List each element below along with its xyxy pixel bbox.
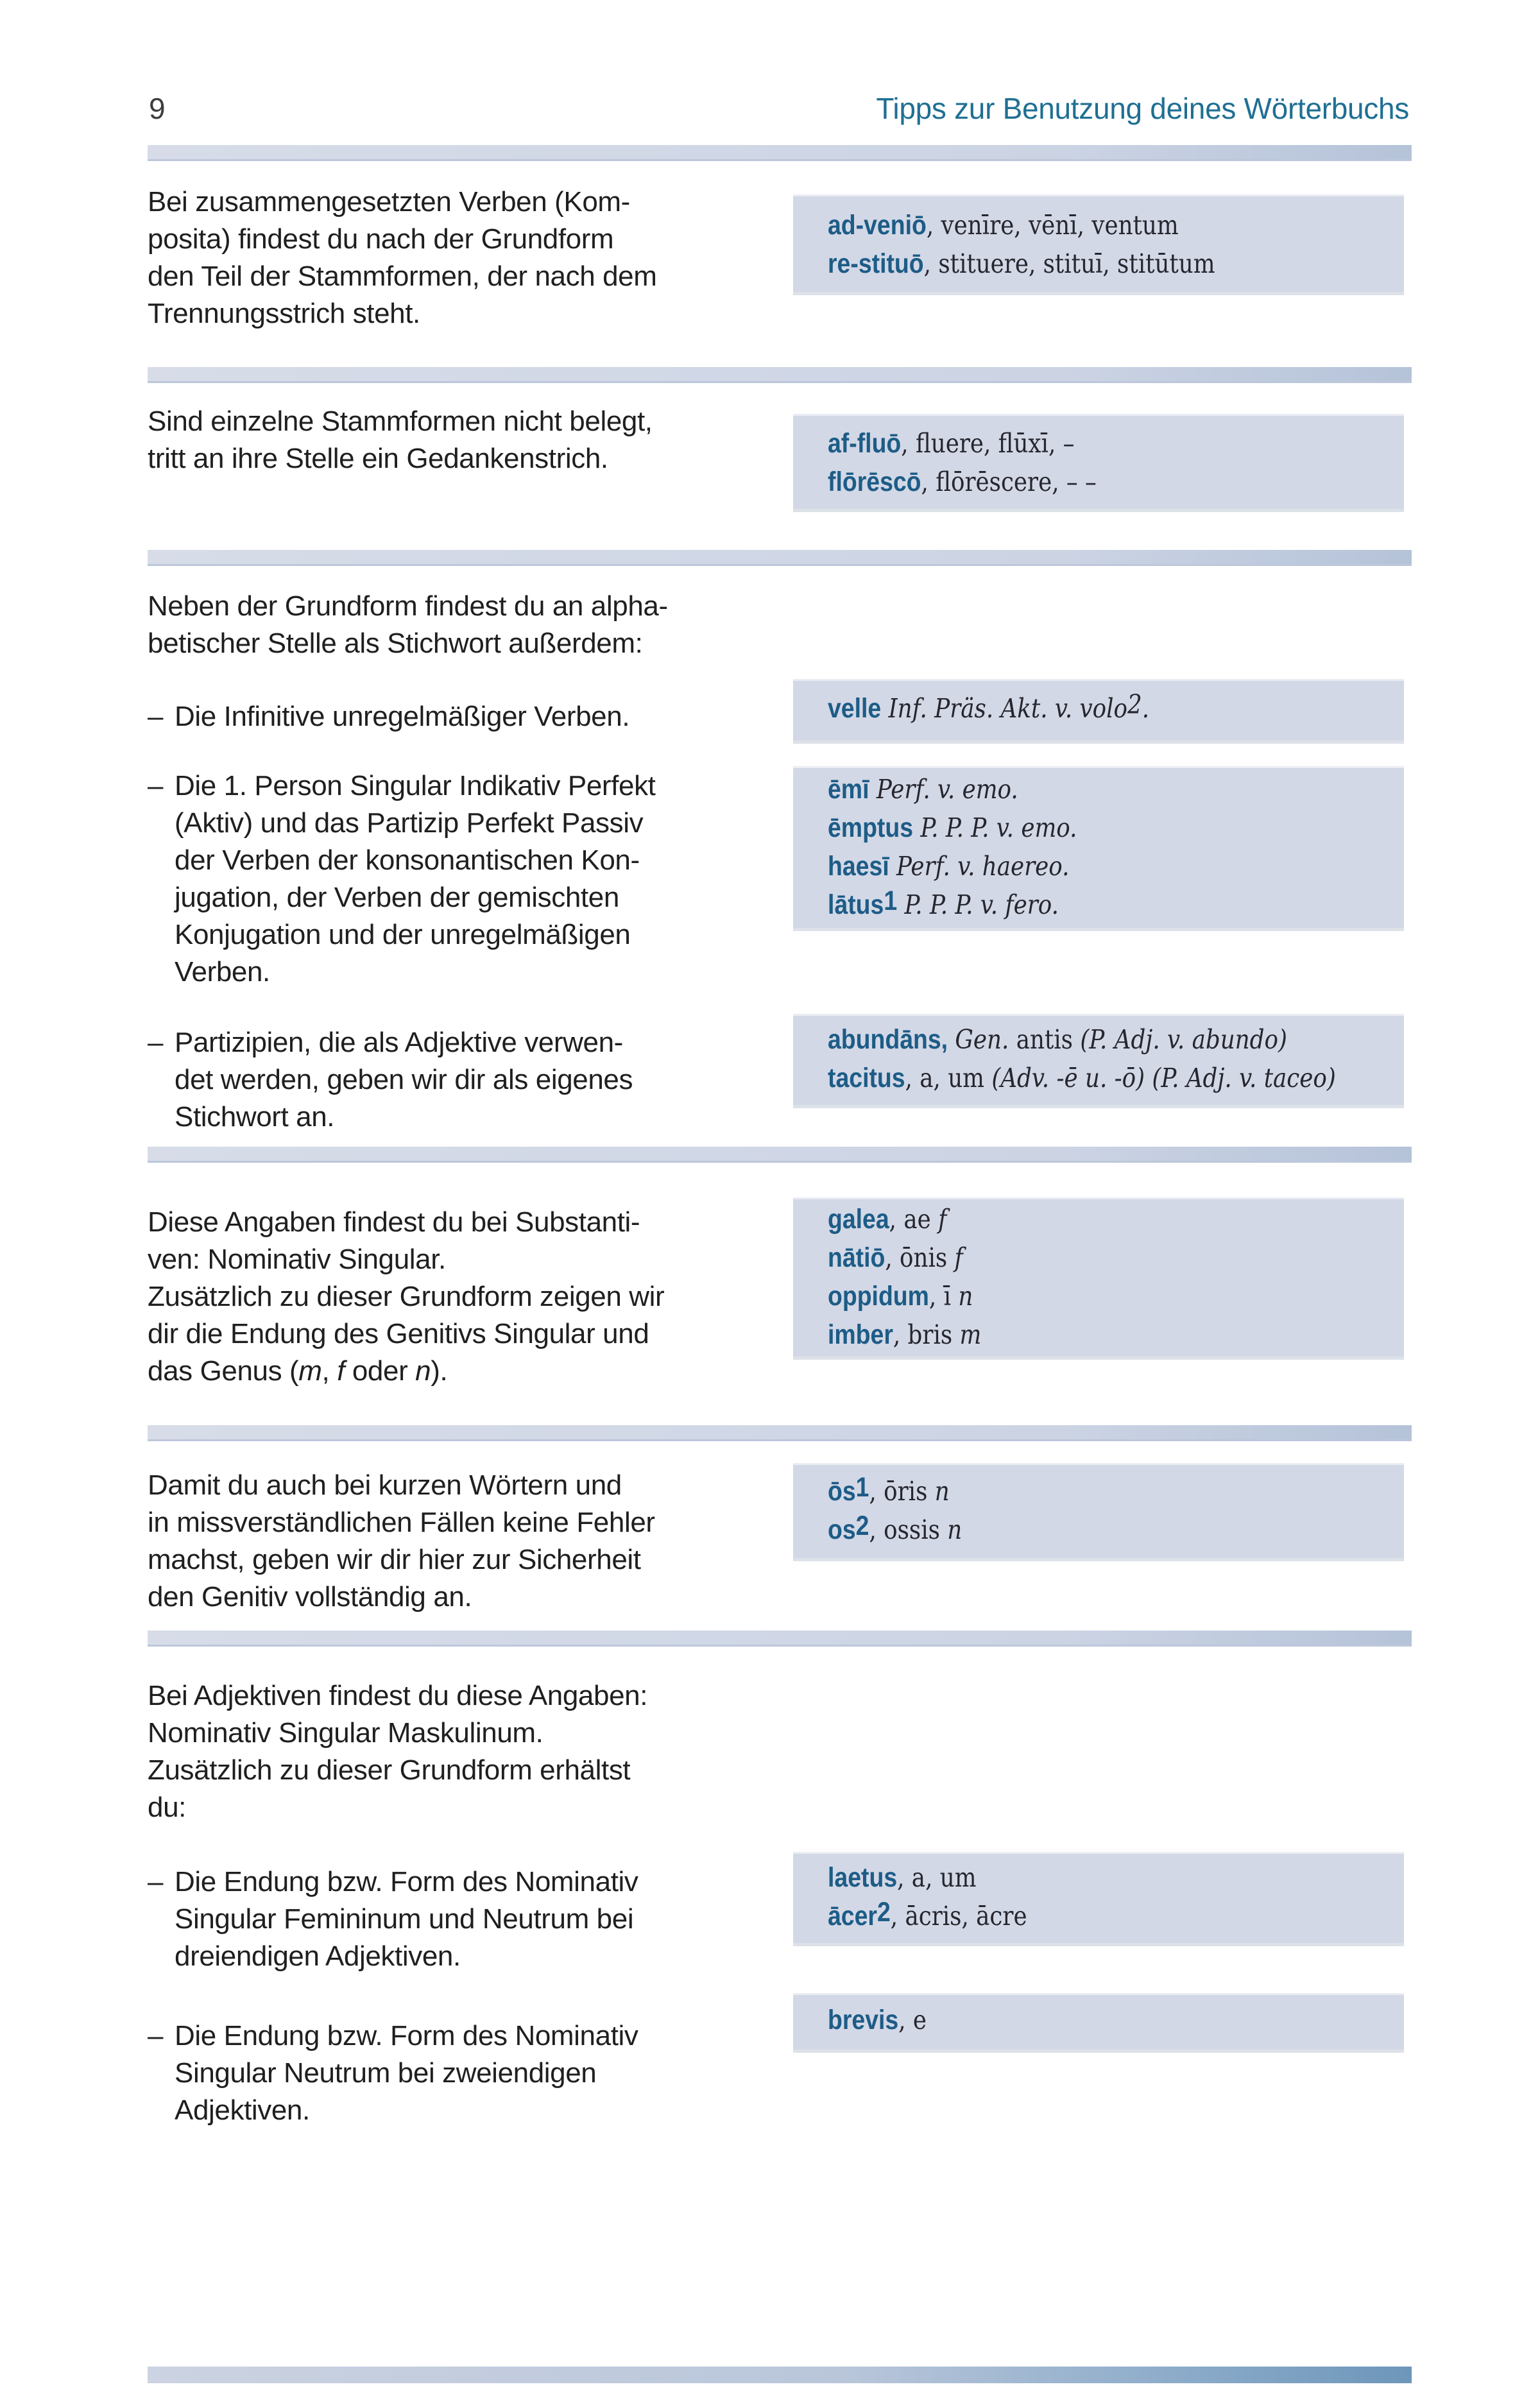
text-line xyxy=(148,1715,809,1752)
text-segment: (Aktiv) und das Partizip Perfekt Passiv xyxy=(175,807,644,839)
text-line xyxy=(148,1278,809,1315)
headword: velle xyxy=(828,693,882,724)
paragraph xyxy=(148,588,809,662)
example-box xyxy=(793,414,1404,509)
text-segment: f xyxy=(337,1355,345,1387)
headword: ōs xyxy=(828,1476,856,1507)
text-segment: Partizipien, die als Adjektive verwen- xyxy=(175,1027,623,1058)
text-line xyxy=(148,2017,835,2055)
text-segment: . xyxy=(1142,693,1150,724)
example-row xyxy=(828,1277,1404,1315)
text-segment: oder xyxy=(345,1355,416,1387)
example-row xyxy=(828,206,1404,244)
example-row xyxy=(828,809,1404,847)
bullet-dash: – xyxy=(148,701,164,732)
text-segment: Inf. Präs. Akt. v. volo xyxy=(888,693,1128,724)
paragraph xyxy=(148,1204,809,1390)
text-segment: dir die Endung des Genitivs Singular und xyxy=(148,1318,649,1349)
text-line xyxy=(148,767,835,805)
text-segment: ven: Nominativ Singular. xyxy=(148,1244,446,1275)
headword: ācer xyxy=(828,1901,877,1931)
bullet-item xyxy=(148,767,835,991)
example-row-text xyxy=(828,1511,962,1555)
text-segment: der Verben der konsonantischen Kon- xyxy=(175,844,640,876)
text-segment: , venīre, vēnī, ventum xyxy=(926,210,1179,241)
paragraph xyxy=(148,1677,809,1826)
text-line xyxy=(175,1061,835,1099)
paragraph xyxy=(148,1467,809,1616)
section-divider xyxy=(148,1425,1412,1441)
example-box xyxy=(793,1463,1404,1558)
text-line xyxy=(175,879,835,916)
example-row xyxy=(828,1472,1404,1511)
paragraph xyxy=(148,184,809,332)
example-row-text xyxy=(828,463,1097,508)
text-line xyxy=(175,2092,835,2129)
text-line xyxy=(148,698,835,735)
text-segment: Die 1. Person Singular Indikativ Perfekt xyxy=(175,770,656,801)
example-row-text xyxy=(828,244,1215,289)
text-segment: (P. Adj. v. taceo) xyxy=(1152,1063,1336,1093)
text-segment: (P. Adj. v. abundo) xyxy=(1080,1024,1287,1055)
bullet-item xyxy=(148,1024,835,1136)
text-segment: Die Endung bzw. Form des Nominativ xyxy=(175,1866,638,1897)
example-row xyxy=(828,1020,1404,1059)
text-segment: , e xyxy=(898,2005,927,2035)
header-rule xyxy=(148,145,1412,161)
bullet-dash: – xyxy=(148,770,164,801)
headword: tacitus xyxy=(828,1063,905,1093)
text-segment: , ōris xyxy=(869,1476,935,1507)
text-line xyxy=(148,1467,809,1504)
text-segment: Bei zusammengesetzten Verben (Kom- xyxy=(148,186,630,218)
text-line xyxy=(148,1241,809,1278)
headword: flōrēscō xyxy=(828,467,921,497)
text-segment: f xyxy=(938,1204,947,1235)
text-segment: Perf. v. haereo. xyxy=(896,851,1070,882)
text-segment: Singular Neutrum bei zweiendigen xyxy=(175,2057,597,2089)
bullet-item xyxy=(148,1863,835,1975)
example-box xyxy=(793,1852,1404,1943)
headword: 1 xyxy=(855,1471,869,1503)
example-row xyxy=(828,424,1404,463)
text-line xyxy=(148,184,809,221)
text-line xyxy=(175,1901,835,1938)
text-line xyxy=(175,805,835,842)
text-line xyxy=(148,1677,809,1715)
text-segment: Zusätzlich zu dieser Grundform zeigen wir xyxy=(148,1281,665,1312)
footer-rule xyxy=(148,2367,1412,2383)
text-segment: das Genus ( xyxy=(148,1355,299,1387)
headword: oppidum xyxy=(828,1281,929,1312)
text-segment: , stituere, stituī, stitūtum xyxy=(923,248,1215,279)
headword: nātiō xyxy=(828,1242,886,1273)
section-divider xyxy=(148,367,1412,383)
example-row-text xyxy=(828,2001,927,2046)
text-line xyxy=(148,1789,809,1826)
example-box xyxy=(793,1014,1404,1105)
text-line xyxy=(148,1863,835,1901)
text-segment: , ācris, ācre xyxy=(890,1901,1027,1931)
text-line xyxy=(148,1579,809,1616)
text-segment: P. P. P. v. fero. xyxy=(904,889,1059,920)
text-line xyxy=(148,1504,809,1541)
bullet-dash: – xyxy=(148,1866,164,1897)
text-segment: n xyxy=(415,1355,431,1387)
text-segment: Verben. xyxy=(175,956,270,988)
text-segment: den Teil der Stammformen, der nach dem xyxy=(148,261,657,292)
text-segment: , ī xyxy=(928,1281,959,1312)
text-segment: n xyxy=(958,1281,973,1312)
text-line xyxy=(175,954,835,991)
example-row xyxy=(828,463,1404,501)
text-segment: Singular Femininum und Neutrum bei xyxy=(175,1903,634,1935)
text-line xyxy=(148,221,809,258)
example-row xyxy=(828,244,1404,283)
text-segment: in missverständlichen Fällen keine Fehler xyxy=(148,1507,655,1538)
text-segment: machst, geben wir dir hier zur Sicherheit xyxy=(148,1544,641,1575)
text-segment: betischer Stelle als Stichwort außerdem: xyxy=(148,628,643,659)
text-segment: Zusätzlich zu dieser Grundform erhältst xyxy=(148,1754,631,1786)
example-row xyxy=(828,1200,1404,1238)
example-box xyxy=(793,766,1404,928)
headword: imber xyxy=(828,1319,893,1350)
text-segment: , flōrēscere, – – xyxy=(921,467,1097,497)
text-segment xyxy=(1145,1063,1152,1093)
text-segment xyxy=(948,1024,955,1055)
section-divider xyxy=(148,1147,1412,1163)
example-row xyxy=(828,1897,1404,1935)
text-segment: Gen. xyxy=(955,1024,1009,1055)
text-segment: jugation, der Verben der gemischten xyxy=(175,882,619,913)
text-segment xyxy=(889,851,896,882)
text-line xyxy=(175,1938,835,1975)
headword: ēmī xyxy=(828,774,869,805)
text-segment: P. P. P. v. emo. xyxy=(920,812,1077,843)
text-line xyxy=(175,1099,835,1136)
section-divider xyxy=(148,1631,1412,1647)
headword: ēmptus xyxy=(828,812,914,843)
text-segment: f xyxy=(954,1242,963,1273)
example-row xyxy=(828,1511,1404,1549)
text-segment: den Genitiv vollständig an. xyxy=(148,1581,472,1613)
text-line xyxy=(148,625,809,662)
example-row xyxy=(828,770,1404,809)
text-segment: , a, um xyxy=(905,1063,992,1093)
text-line xyxy=(148,1353,809,1390)
text-segment: , fluere, flūxī, – xyxy=(901,428,1075,459)
text-line xyxy=(148,403,809,440)
text-segment: n xyxy=(934,1476,950,1507)
text-segment: Trennungsstrich steht. xyxy=(148,298,420,329)
text-line xyxy=(175,842,835,879)
text-line xyxy=(148,1024,835,1061)
bullet-dash: – xyxy=(148,2020,164,2051)
example-box xyxy=(793,194,1404,292)
text-segment: n xyxy=(947,1514,963,1545)
text-line xyxy=(148,588,809,625)
headword: ad-veniō xyxy=(828,210,927,241)
headword: os xyxy=(828,1514,856,1545)
page-title: Tipps zur Benutzung deines Wörterbuchs xyxy=(876,92,1409,125)
headword: galea xyxy=(828,1204,889,1235)
example-row xyxy=(828,1315,1404,1354)
text-segment: tritt an ihre Stelle ein Gedankenstrich. xyxy=(148,443,608,474)
text-segment: Stichwort an. xyxy=(175,1101,335,1133)
headword: af-fluō xyxy=(828,428,902,459)
text-segment: du: xyxy=(148,1792,186,1823)
text-segment: , bris xyxy=(893,1319,960,1350)
text-segment: Konjugation und der unregelmäßigen xyxy=(175,919,631,950)
example-row-text xyxy=(828,1059,1336,1104)
text-segment: Nominativ Singular Maskulinum. xyxy=(148,1717,543,1749)
headword: brevis xyxy=(828,2005,899,2035)
example-box xyxy=(793,1993,1404,2050)
text-segment xyxy=(869,774,876,805)
text-segment: , ae xyxy=(889,1204,939,1235)
text-segment: Diese Angaben findest du bei Substanti- xyxy=(148,1206,640,1238)
example-box xyxy=(793,679,1404,741)
bullet-dash: – xyxy=(148,1027,164,1058)
text-segment: Adjektiven. xyxy=(175,2094,310,2126)
paragraph xyxy=(148,403,809,477)
text-segment: dreiendigen Adjektiven. xyxy=(175,1940,461,1972)
text-segment: Neben der Grundform findest du an alpha- xyxy=(148,590,668,622)
example-box xyxy=(793,1197,1404,1357)
page-number: 9 xyxy=(149,92,166,125)
text-line xyxy=(148,295,809,332)
text-segment: Die Infinitive unregelmäßiger Verben. xyxy=(175,701,630,732)
headword: 2 xyxy=(855,1510,869,1541)
bullet-item xyxy=(148,2017,835,2129)
text-segment xyxy=(897,889,904,920)
example-row-text xyxy=(828,886,1059,930)
headword: re-stituō xyxy=(828,248,924,279)
example-row-text xyxy=(828,1315,981,1360)
example-row xyxy=(828,689,1404,728)
text-segment: (Adv. -ē u. -ō) xyxy=(991,1063,1145,1093)
text-segment xyxy=(881,693,888,724)
example-row-text xyxy=(828,1897,1027,1942)
text-line xyxy=(175,2055,835,2092)
text-line xyxy=(175,916,835,954)
text-line xyxy=(148,440,809,477)
text-segment: m xyxy=(959,1319,982,1350)
text-segment: , ōnis xyxy=(885,1242,955,1273)
example-row-text xyxy=(828,689,1149,734)
text-segment: Damit du auch bei kurzen Wörtern und xyxy=(148,1469,622,1501)
text-segment: , xyxy=(321,1355,338,1387)
text-segment: 2 xyxy=(1127,689,1142,720)
text-segment: Die Endung bzw. Form des Nominativ xyxy=(175,2020,638,2051)
text-segment: posita) findest du nach der Grundform xyxy=(148,223,614,255)
text-segment: m xyxy=(298,1355,322,1387)
bullet-item xyxy=(148,698,835,735)
text-segment: Bei Adjektiven findest du diese Angaben: xyxy=(148,1680,648,1711)
headword: 2 xyxy=(877,1896,891,1928)
text-line xyxy=(148,1541,809,1579)
text-line xyxy=(148,1204,809,1241)
text-line xyxy=(148,1752,809,1789)
example-row xyxy=(828,1858,1404,1897)
text-segment: det werden, geben wir dir als eigenes xyxy=(175,1064,633,1095)
example-row xyxy=(828,1059,1404,1097)
headword: abundāns, xyxy=(828,1024,948,1055)
text-segment: , ossis xyxy=(869,1514,948,1545)
example-row xyxy=(828,1238,1404,1277)
text-segment: Perf. v. emo. xyxy=(876,774,1018,805)
headword: lātus xyxy=(828,889,884,920)
headword: 1 xyxy=(884,885,898,916)
text-segment: Sind einzelne Stammformen nicht belegt, xyxy=(148,406,653,437)
text-line xyxy=(148,1315,809,1353)
example-row xyxy=(828,2001,1404,2039)
headword: laetus xyxy=(828,1862,898,1893)
headword: haesī xyxy=(828,851,889,882)
example-row xyxy=(828,847,1404,886)
section-divider xyxy=(148,550,1412,566)
text-segment: , a, um xyxy=(897,1862,977,1893)
example-row xyxy=(828,886,1404,924)
text-segment xyxy=(913,812,920,843)
text-segment: ). xyxy=(431,1355,448,1387)
text-line xyxy=(148,258,809,295)
text-segment: antis xyxy=(1009,1024,1081,1055)
